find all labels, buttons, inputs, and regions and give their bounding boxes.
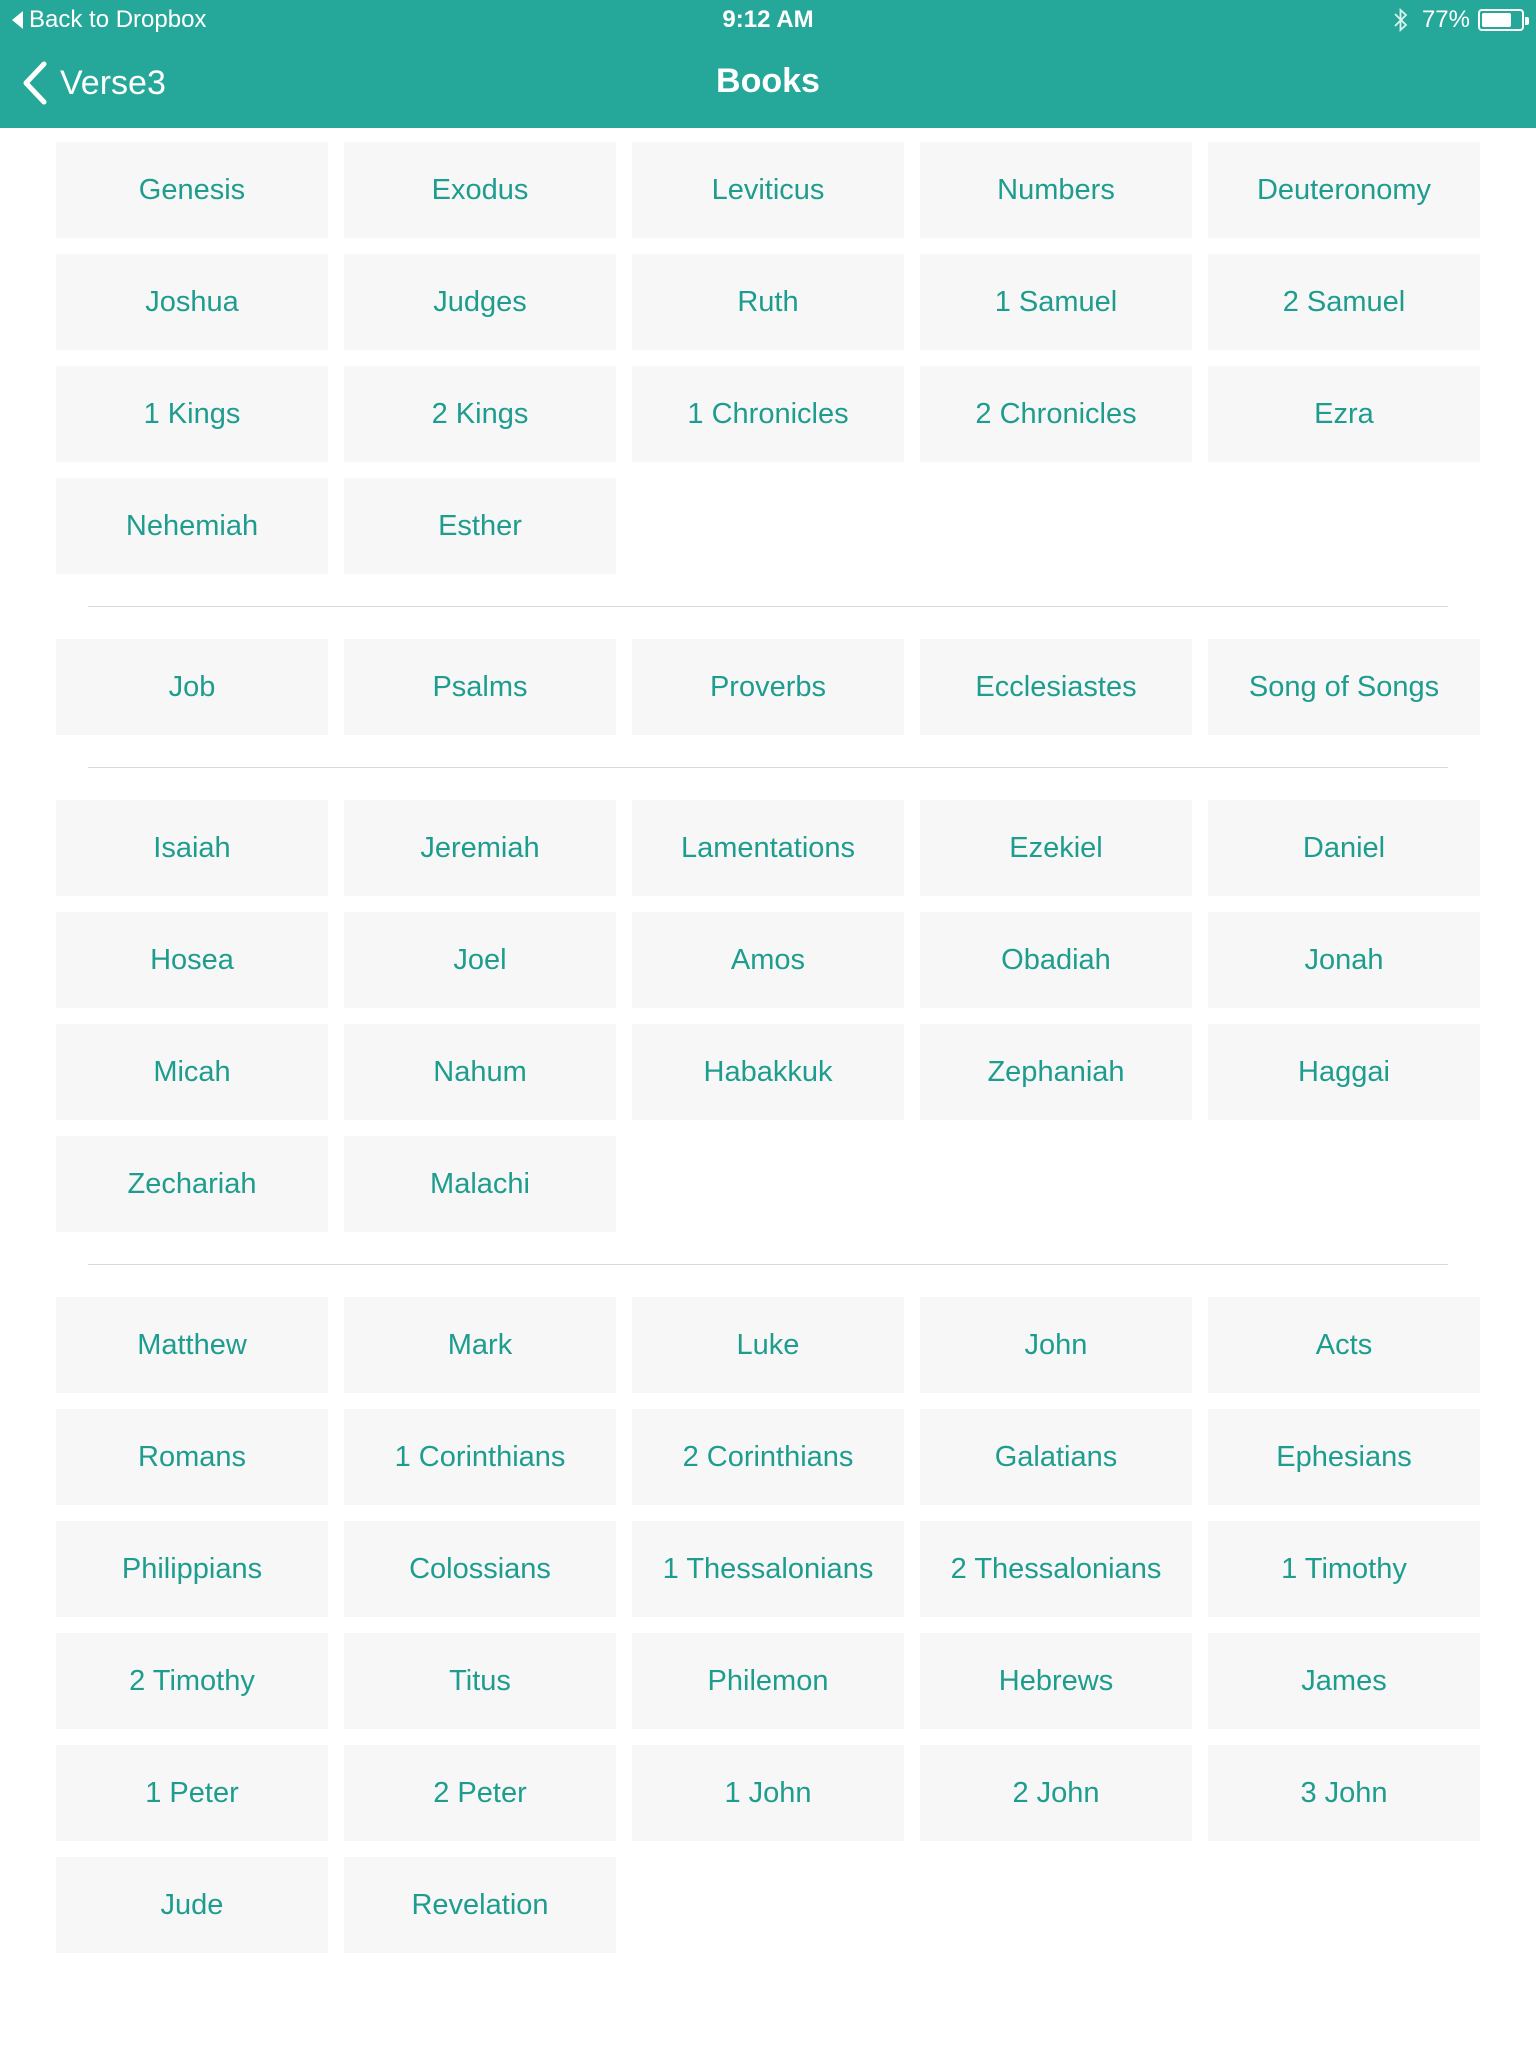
book-button[interactable]: Hosea — [56, 912, 328, 1008]
book-button[interactable]: Amos — [632, 912, 904, 1008]
book-button[interactable]: James — [1208, 1633, 1480, 1729]
back-to-dropbox-label: Back to Dropbox — [29, 6, 207, 33]
battery-nub — [1525, 17, 1529, 25]
nav-bar — [0, 40, 1536, 128]
book-button[interactable]: Joel — [344, 912, 616, 1008]
book-button[interactable]: Leviticus — [632, 142, 904, 238]
book-button[interactable]: Proverbs — [632, 639, 904, 735]
book-button[interactable]: Ecclesiastes — [920, 639, 1192, 735]
book-button[interactable]: Daniel — [1208, 800, 1480, 896]
book-button[interactable]: Psalms — [344, 639, 616, 735]
book-button[interactable]: Deuteronomy — [1208, 142, 1480, 238]
book-button[interactable]: Philippians — [56, 1521, 328, 1617]
book-button[interactable]: Habakkuk — [632, 1024, 904, 1120]
book-button[interactable]: John — [920, 1297, 1192, 1393]
book-button[interactable]: 3 John — [1208, 1745, 1480, 1841]
book-button[interactable]: Jude — [56, 1857, 328, 1953]
book-button[interactable]: Ezra — [1208, 366, 1480, 462]
book-button[interactable]: Jeremiah — [344, 800, 616, 896]
book-button[interactable]: Esther — [344, 478, 616, 574]
book-button[interactable]: Colossians — [344, 1521, 616, 1617]
book-button[interactable]: Revelation — [344, 1857, 616, 1953]
book-button[interactable]: Titus — [344, 1633, 616, 1729]
nav-back-label: Verse3 — [60, 63, 166, 102]
book-button[interactable]: 1 Peter — [56, 1745, 328, 1841]
book-button[interactable]: 1 John — [632, 1745, 904, 1841]
group-2 — [0, 768, 1536, 1232]
battery-percent: 77% — [1421, 6, 1470, 33]
book-button[interactable]: Numbers — [920, 142, 1192, 238]
book-button[interactable]: Lamentations — [632, 800, 904, 896]
book-button[interactable]: 2 Samuel — [1208, 254, 1480, 350]
book-button[interactable]: 1 Corinthians — [344, 1409, 616, 1505]
book-button[interactable]: Hebrews — [920, 1633, 1192, 1729]
book-button[interactable]: Acts — [1208, 1297, 1480, 1393]
book-button[interactable]: Zephaniah — [920, 1024, 1192, 1120]
battery-icon — [1478, 9, 1524, 31]
page-title: Books — [716, 62, 820, 100]
status-right — [1392, 6, 1524, 34]
book-button[interactable]: 1 Chronicles — [632, 366, 904, 462]
book-button[interactable]: 2 Thessalonians — [920, 1521, 1192, 1617]
status-bar — [0, 0, 1536, 40]
book-button[interactable]: Nehemiah — [56, 478, 328, 574]
book-button[interactable]: Philemon — [632, 1633, 904, 1729]
book-button[interactable]: 2 Chronicles — [920, 366, 1192, 462]
group-3 — [0, 1265, 1536, 1953]
book-button[interactable]: 1 Thessalonians — [632, 1521, 904, 1617]
book-button[interactable]: Micah — [56, 1024, 328, 1120]
book-button[interactable]: 2 John — [920, 1745, 1192, 1841]
book-button[interactable]: Joshua — [56, 254, 328, 350]
book-button[interactable]: Romans — [56, 1409, 328, 1505]
books-list — [0, 128, 1536, 1953]
book-button[interactable]: Exodus — [344, 142, 616, 238]
status-time: 9:12 AM — [722, 6, 814, 33]
book-button[interactable]: Judges — [344, 254, 616, 350]
group-0 — [0, 128, 1536, 574]
book-button[interactable]: Malachi — [344, 1136, 616, 1232]
book-button[interactable]: Ruth — [632, 254, 904, 350]
books-grid-0 — [56, 142, 1536, 574]
top-bar — [0, 0, 1536, 128]
book-button[interactable]: 2 Timothy — [56, 1633, 328, 1729]
book-button[interactable]: Zechariah — [56, 1136, 328, 1232]
book-button[interactable]: Job — [56, 639, 328, 735]
book-button[interactable]: Mark — [344, 1297, 616, 1393]
book-button[interactable]: Song of Songs — [1208, 639, 1480, 735]
book-button[interactable]: Matthew — [56, 1297, 328, 1393]
book-button[interactable]: 1 Samuel — [920, 254, 1192, 350]
book-button[interactable]: 2 Peter — [344, 1745, 616, 1841]
book-button[interactable]: 1 Kings — [56, 366, 328, 462]
books-grid-3 — [56, 1297, 1536, 1953]
book-button[interactable]: Ephesians — [1208, 1409, 1480, 1505]
book-button[interactable]: Isaiah — [56, 800, 328, 896]
battery-fill — [1482, 13, 1511, 27]
books-grid-1 — [56, 639, 1536, 735]
books-grid-2 — [56, 800, 1536, 1232]
book-button[interactable]: Jonah — [1208, 912, 1480, 1008]
book-button[interactable]: 2 Corinthians — [632, 1409, 904, 1505]
group-1 — [0, 607, 1536, 735]
book-button[interactable]: 1 Timothy — [1208, 1521, 1480, 1617]
book-button[interactable]: Genesis — [56, 142, 328, 238]
book-button[interactable]: Obadiah — [920, 912, 1192, 1008]
book-button[interactable]: Nahum — [344, 1024, 616, 1120]
bluetooth-icon — [1392, 7, 1410, 33]
book-button[interactable]: Ezekiel — [920, 800, 1192, 896]
book-button[interactable]: Haggai — [1208, 1024, 1480, 1120]
book-button[interactable]: Luke — [632, 1297, 904, 1393]
book-button[interactable]: Galatians — [920, 1409, 1192, 1505]
book-button[interactable]: 2 Kings — [344, 366, 616, 462]
